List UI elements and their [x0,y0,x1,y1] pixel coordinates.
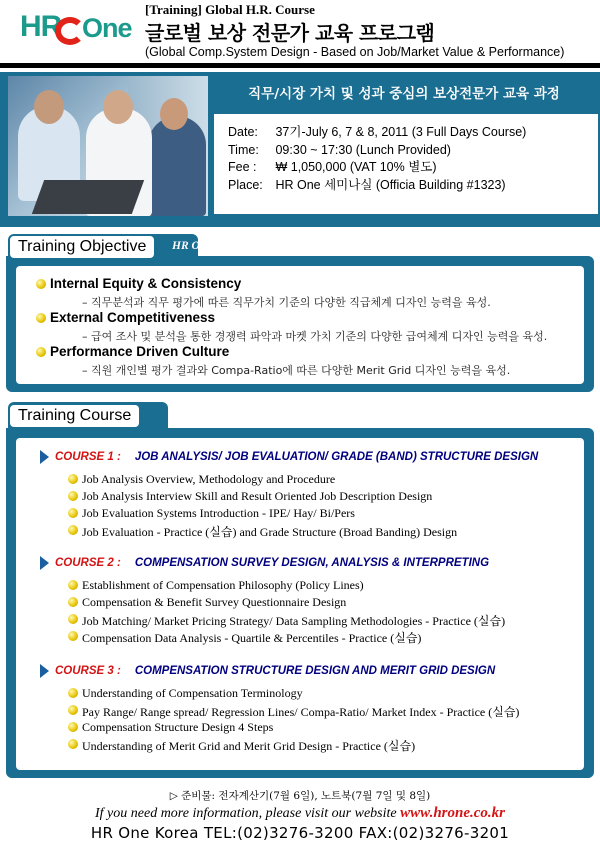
course-item [68,612,505,629]
banner-title: 직무/시장 가치 및 성과 중심의 보상전문가 교육 과정 [212,76,596,112]
website-link[interactable]: www.hrone.co.kr [400,805,505,821]
course-item-text: Job Analysis Overview, Methodology and Procedure [82,472,336,486]
photo-person-right [148,116,206,216]
more-info-line [0,805,600,822]
course-item [68,629,421,646]
preparation-note: ▷ 준비물: 전자계산기(7월 6일), 노트북(7월 7일 및 8일) [169,790,431,802]
photo-laptop [32,180,144,214]
objective-item-title: Performance Driven Culture [50,344,230,359]
info-place-row [228,177,598,195]
header-divider [0,63,600,68]
objective-section-title: Training Objective [10,236,154,258]
page-title: 글로벌 보상 전문가 교육 프로그램 [145,21,435,45]
bullet-icon [68,705,78,715]
info-fee-value: ₩ 1,050,000 (VAT 10% 별도) [275,160,437,174]
course-item-text: Job Analysis Interview Skill and Result Oriented Job Description Design [82,489,433,503]
course-number: COURSE 1 : [55,451,121,464]
course-item-text: Establishment of Compensation Philosophy (Policy Lines) [82,578,364,592]
logo-swoosh-icon [55,17,85,45]
info-fee-row [228,159,598,177]
photo-person-right-head [160,98,188,130]
course-item-text: Understanding of Merit Grid and Merit Grid Design - Practice (실습) [82,739,416,753]
course-item-text: Compensation & Benefit Survey Questionnaire Design [82,595,347,609]
bullet-icon [68,597,78,607]
course-item [68,686,303,701]
course-item-text: Understanding of Compensation Terminology [82,686,303,700]
objective-item [36,310,215,325]
header-tag: [Training] Global H.R. Course [145,2,315,17]
arrow-right-icon [40,664,49,678]
more-info-text: If you need more information, please visit our website [95,806,397,821]
objective-item-desc: – 급여 조사 및 분석을 통한 경쟁력 파악과 마켓 가치 기준의 다양한 급여체계 디자인 능력을 육성. [82,330,548,343]
course-section-title: Training Course [10,405,139,427]
bullet-icon [68,722,78,732]
objective-item-desc: – 직원 개인별 평가 결과와 Compa-Ratio에 따른 다양한 Merit Grid 디자인 능력을 육성. [82,364,511,377]
logo-one-text: One [82,13,132,43]
bullet-icon [68,525,78,535]
photo-person-left-head [34,90,64,124]
info-date-row [228,124,598,142]
bullet-icon [68,739,78,749]
course-item [68,506,355,521]
info-fee-label: Fee : [228,160,257,174]
bullet-icon [68,491,78,501]
bullet-icon [68,474,78,484]
course-3-heading [40,664,495,678]
course-title: COMPENSATION STRUCTURE DESIGN AND MERIT GRID DESIGN [134,665,496,678]
objective-box [16,266,584,384]
course-item-text: Job Matching/ Market Pricing Strategy/ Data Sampling Methodologies - Practice (실습) [82,614,506,628]
course-item [68,720,273,735]
logo-hr-text: HR [20,10,62,43]
bullet-icon [68,580,78,590]
arrow-right-icon [40,556,49,570]
bullet-icon [36,279,46,289]
info-date-label: Date: [228,125,258,139]
info-time-value: 09:30 ~ 17:30 (Lunch Provided) [275,142,451,157]
course-item [68,737,415,754]
info-place-label: Place: [228,177,263,192]
objective-item-desc: – 직무분석과 직무 평가에 따른 직무가치 기준의 다양한 직급체계 디자인 능력을 육성. [82,296,491,309]
objective-item-title: Internal Equity & Consistency [50,276,242,291]
course-info-box [214,114,598,214]
course-item-text: Compensation Structure Design 4 Steps [82,720,274,734]
bullet-icon [68,688,78,698]
info-time-label: Time: [228,142,259,157]
objective-intro: HR One Provides Professional and Practical HR Training Programs. [172,240,501,252]
course-1-heading [40,450,538,464]
contact-info: HR One Korea TEL:(02)3276-3200 FAX:(02)3276-3201 [90,824,510,842]
course-number: COURSE 3 : [55,665,121,678]
bullet-icon [68,631,78,641]
course-item-text: Job Evaluation Systems Introduction - IPE/ Hay/ Bi/Pers [82,506,355,520]
course-title: JOB ANALYSIS/ JOB EVALUATION/ GRADE (BAND) STRUCTURE DESIGN [134,451,539,464]
business-people-photo [8,76,208,216]
course-item-text: Compensation Data Analysis - Quartile & Percentiles - Practice (실습) [82,631,422,645]
course-item [68,489,432,504]
course-item-text: Pay Range/ Range spread/ Regression Lines/ Compa-Ratio/ Market Index - Practice (실습) [82,705,520,719]
photo-person-center-head [103,90,133,124]
course-item [68,578,364,593]
course-number: COURSE 2 : [55,557,121,570]
bullet-icon [36,313,46,323]
page-subtitle: (Global Comp.System Design - Based on Job/Market Value & Performance) [145,45,565,59]
arrow-right-icon [40,450,49,464]
bullet-icon [36,347,46,357]
course-title: COMPENSATION SURVEY DESIGN, ANALYSIS & INTERPRETING [134,557,490,570]
bullet-icon [68,614,78,624]
bullet-icon [68,508,78,518]
course-item [68,523,457,540]
info-place-value: HR One 세미나실 (Officia Building #1323) [275,177,506,192]
objective-item [36,344,229,359]
course-box [16,438,584,770]
objective-item [36,276,241,291]
info-time-row [228,142,598,160]
objective-item-title: External Competitiveness [50,310,216,325]
info-date-value: 37기-July 6, 7 & 8, 2011 (3 Full Days Course) [275,125,527,139]
course-2-heading [40,556,489,570]
course-item [68,703,519,720]
course-item-text: Job Evaluation - Practice (실습) and Grade Structure (Broad Banding) Design [82,525,458,539]
hrone-logo [20,10,132,50]
course-item [68,472,335,487]
course-item [68,595,346,610]
